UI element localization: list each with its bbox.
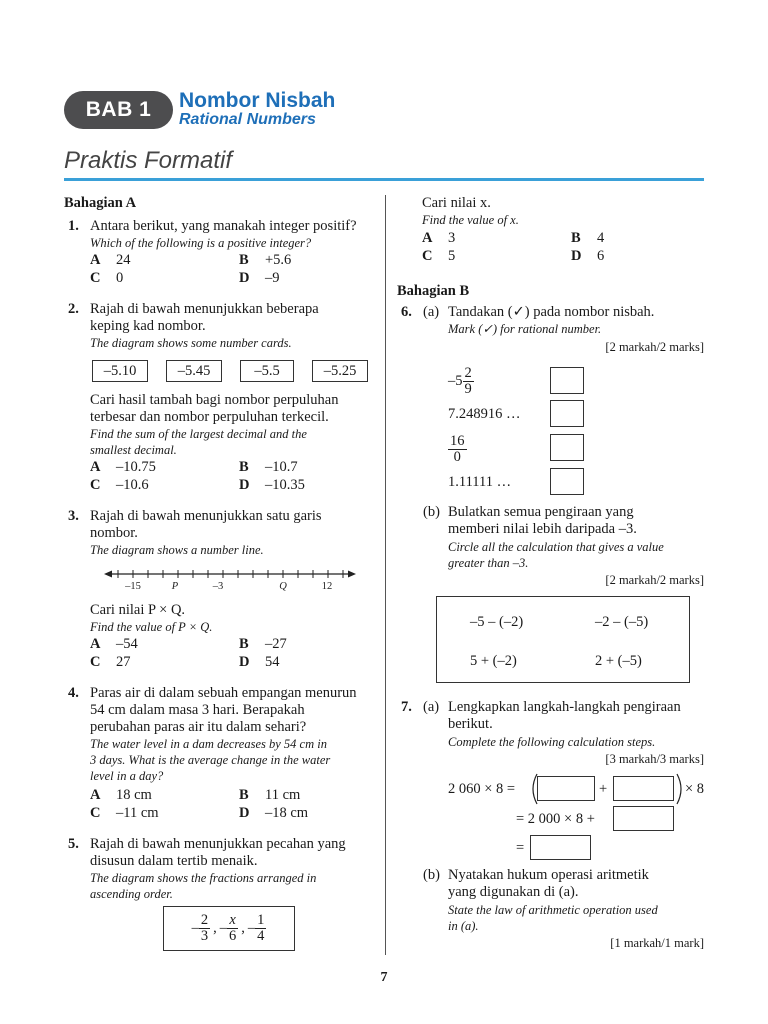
q3-ask-en: Find the value of P × Q.	[90, 620, 213, 634]
q2-number: 2.	[68, 301, 79, 317]
q7-step1-plus: +	[599, 781, 608, 797]
header-rule	[64, 178, 704, 181]
q6-item-decimal: 7.248916 …	[448, 406, 521, 422]
fraction-sign: –	[191, 920, 199, 936]
q4-text-ms-2: 54 cm dalam masa 3 hari. Berapakah	[90, 702, 305, 718]
q3-number: 3.	[68, 508, 79, 524]
q6-item-fraction: $\frac{16}{0}$	[450, 433, 465, 465]
calculation-option[interactable]: –2 – (–5)	[595, 614, 649, 630]
q3-option-a[interactable]: A –54	[90, 636, 138, 652]
q7-step2: = 2 000 × 8 +	[516, 811, 595, 827]
number-card: –5.25	[312, 360, 368, 382]
q5-option-c[interactable]: C 5	[422, 248, 456, 264]
calculation-option[interactable]: –5 – (–2)	[470, 614, 524, 630]
number-card: –5.45	[166, 360, 222, 382]
q6b-text-ms-2: memberi nilai lebih daripada –3.	[448, 521, 637, 537]
q1-text-ms: Antara berikut, yang manakah integer positif?	[90, 218, 357, 234]
q2-text2-ms-2: terbesar dan nombor perpuluhan terkecil.	[90, 409, 329, 425]
q7b-label: (b)	[423, 867, 440, 883]
q6b-text-en-1: Circle all the calculation that gives a value	[448, 540, 664, 554]
q4-number: 4.	[68, 685, 79, 701]
q3-text-en: The diagram shows a number line.	[90, 543, 264, 557]
q5-option-b[interactable]: B 4	[571, 230, 605, 246]
q7-step1-lhs: 2 060 × 8 =	[448, 781, 516, 797]
q7-number: 7.	[401, 699, 412, 715]
q7-step3: =	[516, 840, 525, 856]
q4-text-en-2: 3 days. What is the average change in the water	[90, 753, 331, 767]
q2-text-ms-1: Rajah di bawah menunjukkan beberapa	[90, 301, 319, 317]
tick-box[interactable]	[550, 400, 584, 427]
q7a-text-ms-2: berikut.	[448, 716, 493, 732]
q3-option-b[interactable]: B –27	[239, 636, 287, 652]
q6-number: 6.	[401, 304, 412, 320]
calculation-option[interactable]: 2 + (–5)	[595, 653, 642, 669]
q2-text-en: The diagram shows some number cards.	[90, 336, 292, 350]
number-card: –5.5	[240, 360, 294, 382]
q1-number: 1.	[68, 218, 79, 234]
q6b-text-en-2: greater than –3.	[448, 556, 529, 570]
fraction-sign: –	[247, 920, 256, 936]
q1-text-en: Which of the following is a positive integer?	[90, 236, 312, 250]
q3-ask-ms: Cari nilai P × Q.	[90, 602, 186, 618]
number-line-label: P	[171, 581, 179, 592]
column-divider	[385, 195, 386, 955]
number-card: –5.10	[92, 360, 148, 382]
section-title: Praktis Formatif	[64, 147, 233, 174]
q6a-label: (a)	[423, 304, 440, 320]
number-line-label: –3	[212, 581, 224, 592]
q5-text-en-1: The diagram shows the fractions arranged in	[90, 871, 317, 885]
q6a-marks: [2 markah/2 marks]	[605, 340, 704, 354]
fraction: $\frac{2}{3}$	[200, 912, 209, 944]
q4-option-c[interactable]: C –11 cm	[90, 805, 159, 821]
q7a-text-ms-1: Lengkapkan langkah-langkah pengiraan	[448, 699, 681, 715]
fraction-sequence-box: – $\frac{2}{3}$ , – $\frac{x}{6}$ , – $\frac{1}{4}$	[163, 906, 295, 951]
fraction: $\frac{1}{4}$	[257, 912, 265, 944]
q4-text-en-1: The water level in a dam decreases by 54 cm in	[90, 737, 327, 751]
tick-box[interactable]	[550, 367, 584, 394]
answer-box[interactable]	[613, 776, 674, 801]
q6a-text-en: Mark (✓) for rational number.	[448, 322, 602, 336]
part-b-heading: Bahagian B	[397, 283, 470, 299]
q2-option-a[interactable]: A –10.75	[90, 459, 156, 475]
q4-text-en-3: level in a day?	[90, 769, 164, 783]
q2-option-c[interactable]: C –10.6	[90, 477, 149, 493]
q6b-label: (b)	[423, 504, 440, 520]
q3-option-c[interactable]: C 27	[90, 654, 131, 670]
q2-text2-en-1: Find the sum of the largest decimal and the	[90, 427, 307, 441]
q7-step1-rhs: × 8	[685, 781, 705, 797]
number-line	[104, 564, 356, 594]
answer-box[interactable]	[613, 806, 674, 831]
q7a-marks: [3 markah/3 marks]	[605, 752, 704, 766]
q5-text-ms-2: disusun dalam tertib menaik.	[90, 853, 258, 869]
q7a-label: (a)	[423, 699, 440, 715]
fraction-sign: –	[219, 920, 227, 936]
tick-box[interactable]	[550, 468, 584, 495]
answer-box[interactable]	[537, 776, 595, 801]
q3-text-ms-2: nombor.	[90, 525, 138, 541]
q2-option-d[interactable]: D –10.35	[239, 477, 305, 493]
number-line-label: –15	[125, 581, 141, 592]
q6-item-recurring: 1.11111 …	[448, 474, 512, 490]
q7b-marks: [1 markah/1 mark]	[610, 936, 704, 950]
number-line-label: 12	[321, 581, 333, 592]
q1-option-a[interactable]: A 24	[90, 252, 131, 268]
q3-text-ms-1: Rajah di bawah menunjukkan satu garis	[90, 508, 322, 524]
q6a-text-ms: Tandakan (✓) pada nombor nisbah.	[448, 304, 655, 320]
chapter-title-ms: Nombor Nisbah	[179, 89, 336, 112]
q1-option-d[interactable]: D –9	[239, 270, 280, 286]
q3-option-d[interactable]: D 54	[239, 654, 280, 670]
q5-text-ms-1: Rajah di bawah menunjukkan pecahan yang	[90, 836, 346, 852]
q2-text2-ms-1: Cari hasil tambah bagi nombor perpuluhan	[90, 392, 339, 408]
q1-option-b[interactable]: B +5.6	[239, 252, 292, 268]
q6-item-mixed: –5 $\frac{2}{9}$	[448, 365, 472, 397]
q7b-text-ms-1: Nyatakan hukum operasi aritmetik	[448, 867, 649, 883]
q4-option-d[interactable]: D –18 cm	[239, 805, 309, 821]
q7a-text-en: Complete the following calculation steps.	[448, 735, 656, 749]
tick-box[interactable]	[550, 434, 584, 461]
q7b-text-ms-2: yang digunakan di (a).	[448, 884, 579, 900]
answer-box[interactable]	[530, 835, 591, 860]
q6b-marks: [2 markah/2 marks]	[605, 573, 704, 587]
q5-number: 5.	[68, 836, 79, 852]
q4-option-a[interactable]: A 18 cm	[90, 787, 152, 803]
calculation-box	[436, 596, 690, 683]
calculation-option[interactable]: 5 + (–2)	[470, 653, 517, 669]
q4-text-ms-1: Paras air di dalam sebuah empangan menurun	[90, 685, 357, 701]
q1-option-c[interactable]: C 0	[90, 270, 124, 286]
q5-ask-ms: Cari nilai x.	[422, 195, 491, 211]
number-line-label: Q	[279, 581, 287, 592]
q7b-text-en-1: State the law of arithmetic operation used	[448, 903, 658, 917]
chapter-badge: BAB 1	[64, 91, 173, 129]
q5-option-d[interactable]: D 6	[571, 248, 605, 264]
part-a-heading: Bahagian A	[64, 195, 137, 211]
q5-text-en-2: ascending order.	[90, 887, 173, 901]
q2-option-b[interactable]: B –10.7	[239, 459, 298, 475]
q2-text-ms-2: keping kad nombor.	[90, 318, 206, 334]
q4-option-b[interactable]: B 11 cm	[239, 787, 301, 803]
chapter-title-en: Rational Numbers	[179, 111, 316, 128]
q4-text-ms-3: perubahan paras air itu dalam sehari?	[90, 719, 307, 735]
fraction: $\frac{x}{6}$	[229, 912, 237, 944]
q5-option-a[interactable]: A 3	[422, 230, 456, 246]
q5-ask-en: Find the value of x.	[422, 213, 519, 227]
page-number: 7	[380, 970, 388, 985]
q2-text2-en-2: smallest decimal.	[90, 443, 177, 457]
q6b-text-ms-1: Bulatkan semua pengiraan yang	[448, 504, 634, 520]
q7b-text-en-2: in (a).	[448, 919, 479, 933]
